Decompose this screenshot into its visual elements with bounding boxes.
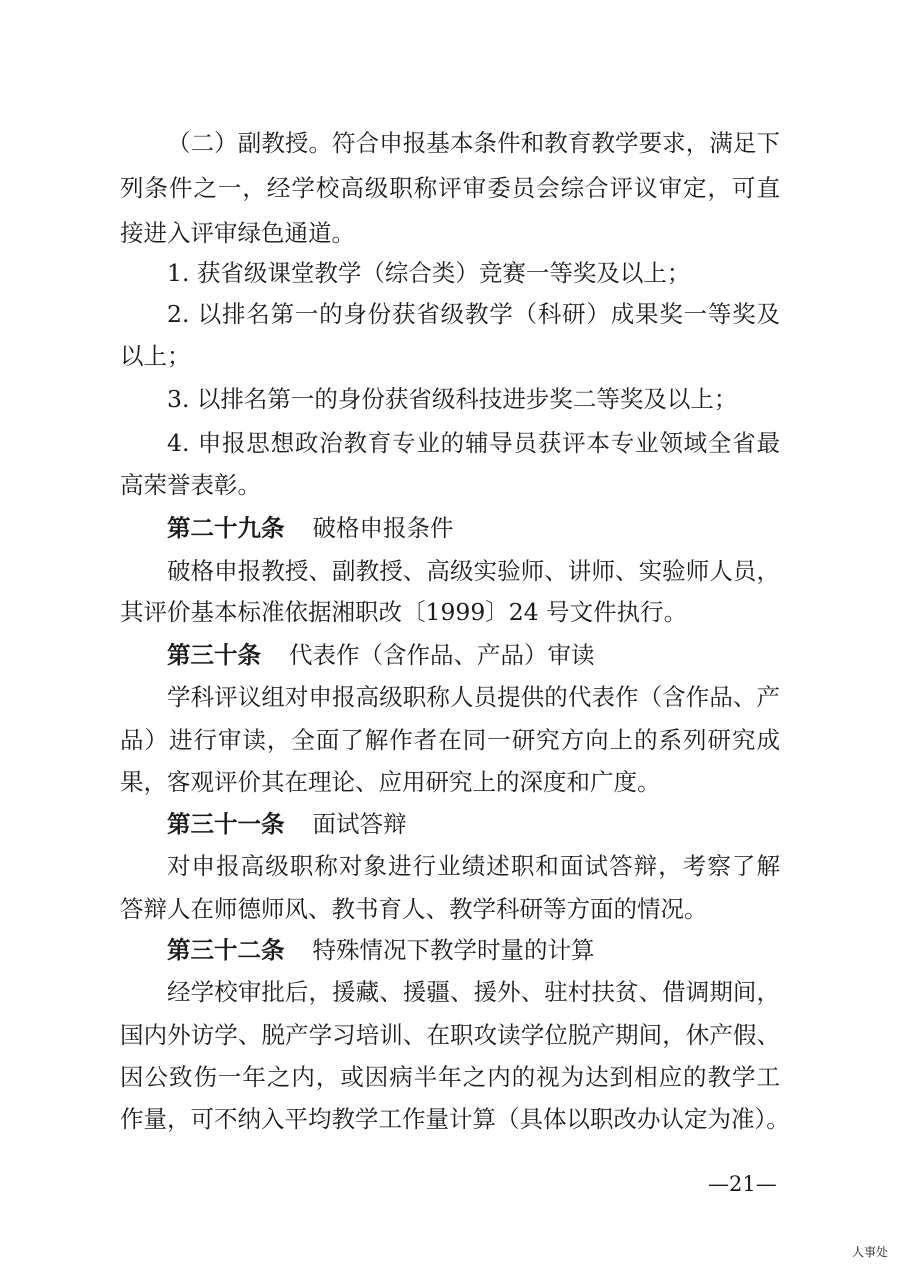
paragraph-line: 作量，可不纳入平均教学工作量计算（具体以职改办认定为准）。	[120, 1105, 790, 1133]
article-heading	[167, 809, 407, 839]
paragraph-line: 对申报高级职称对象进行业绩述职和面试答辩，考察了解	[167, 852, 780, 880]
article-title: 面试答辩	[312, 810, 407, 838]
article-heading	[167, 513, 454, 543]
paragraph-line: 答辩人在师德师风、教书育人、教学科研等方面的情况。	[120, 895, 708, 923]
list-item: 2. 以排名第一的身份获省级教学（科研）成果奖一等奖及	[167, 300, 780, 328]
article-title: 代表作（含作品、产品）审读	[289, 641, 595, 669]
paragraph-line: 果，客观评价其在理论、应用研究上的深度和广度。	[120, 768, 661, 796]
paragraph-line: 经学校审批后，援藏、援疆、援外、驻村扶贫、借调期间，	[167, 978, 780, 1006]
paragraph-line: 破格申报教授、副教授、高级实验师、讲师、实验师人员，	[167, 557, 780, 585]
list-item-continuation: 以上；	[120, 342, 191, 370]
list-item: 4. 申报思想政治教育专业的辅导员获评本专业领域全省最	[167, 429, 780, 457]
paragraph-line: 品）进行审读，全面了解作者在同一研究方向上的系列研究成	[120, 726, 780, 754]
article-title: 破格申报条件	[312, 514, 454, 542]
article-heading	[167, 640, 595, 670]
paragraph-line: 列条件之一，经学校高级职称评审委员会综合评议审定，可直	[120, 174, 780, 202]
paragraph-line: 接进入评审绿色通道。	[120, 219, 355, 247]
watermark-text: 人事处	[852, 1245, 889, 1259]
article-heading	[167, 935, 595, 965]
article-number: 第三十一条	[167, 810, 285, 838]
article-number: 第三十二条	[167, 936, 285, 964]
paragraph-line: 学科评议组对申报高级职称人员提供的代表作（含作品、产	[167, 683, 780, 711]
page-number: —21—	[708, 1172, 777, 1196]
paragraph-line: 国内外访学、脱产学习培训、在职攻读学位脱产期间，休产假、	[120, 1021, 780, 1049]
article-number: 第二十九条	[167, 514, 285, 542]
article-number: 第三十条	[167, 641, 261, 669]
article-title: 特殊情况下教学时量的计算	[312, 936, 595, 964]
list-item: 1. 获省级课堂教学（综合类）竞赛一等奖及以上；	[167, 259, 691, 287]
list-item: 3. 以排名第一的身份获省级科技进步奖二等奖及以上；	[167, 385, 738, 413]
paragraph-line: （二）副教授。符合申报基本条件和教育教学要求，满足下	[167, 129, 780, 157]
paragraph-line: 因公致伤一年之内，或因病半年之内的视为达到相应的教学工	[120, 1063, 780, 1091]
paragraph-line: 其评价基本标准依据湘职改〔1999〕24 号文件执行。	[120, 598, 688, 626]
list-item-continuation: 高荣誉表彰。	[120, 471, 261, 499]
